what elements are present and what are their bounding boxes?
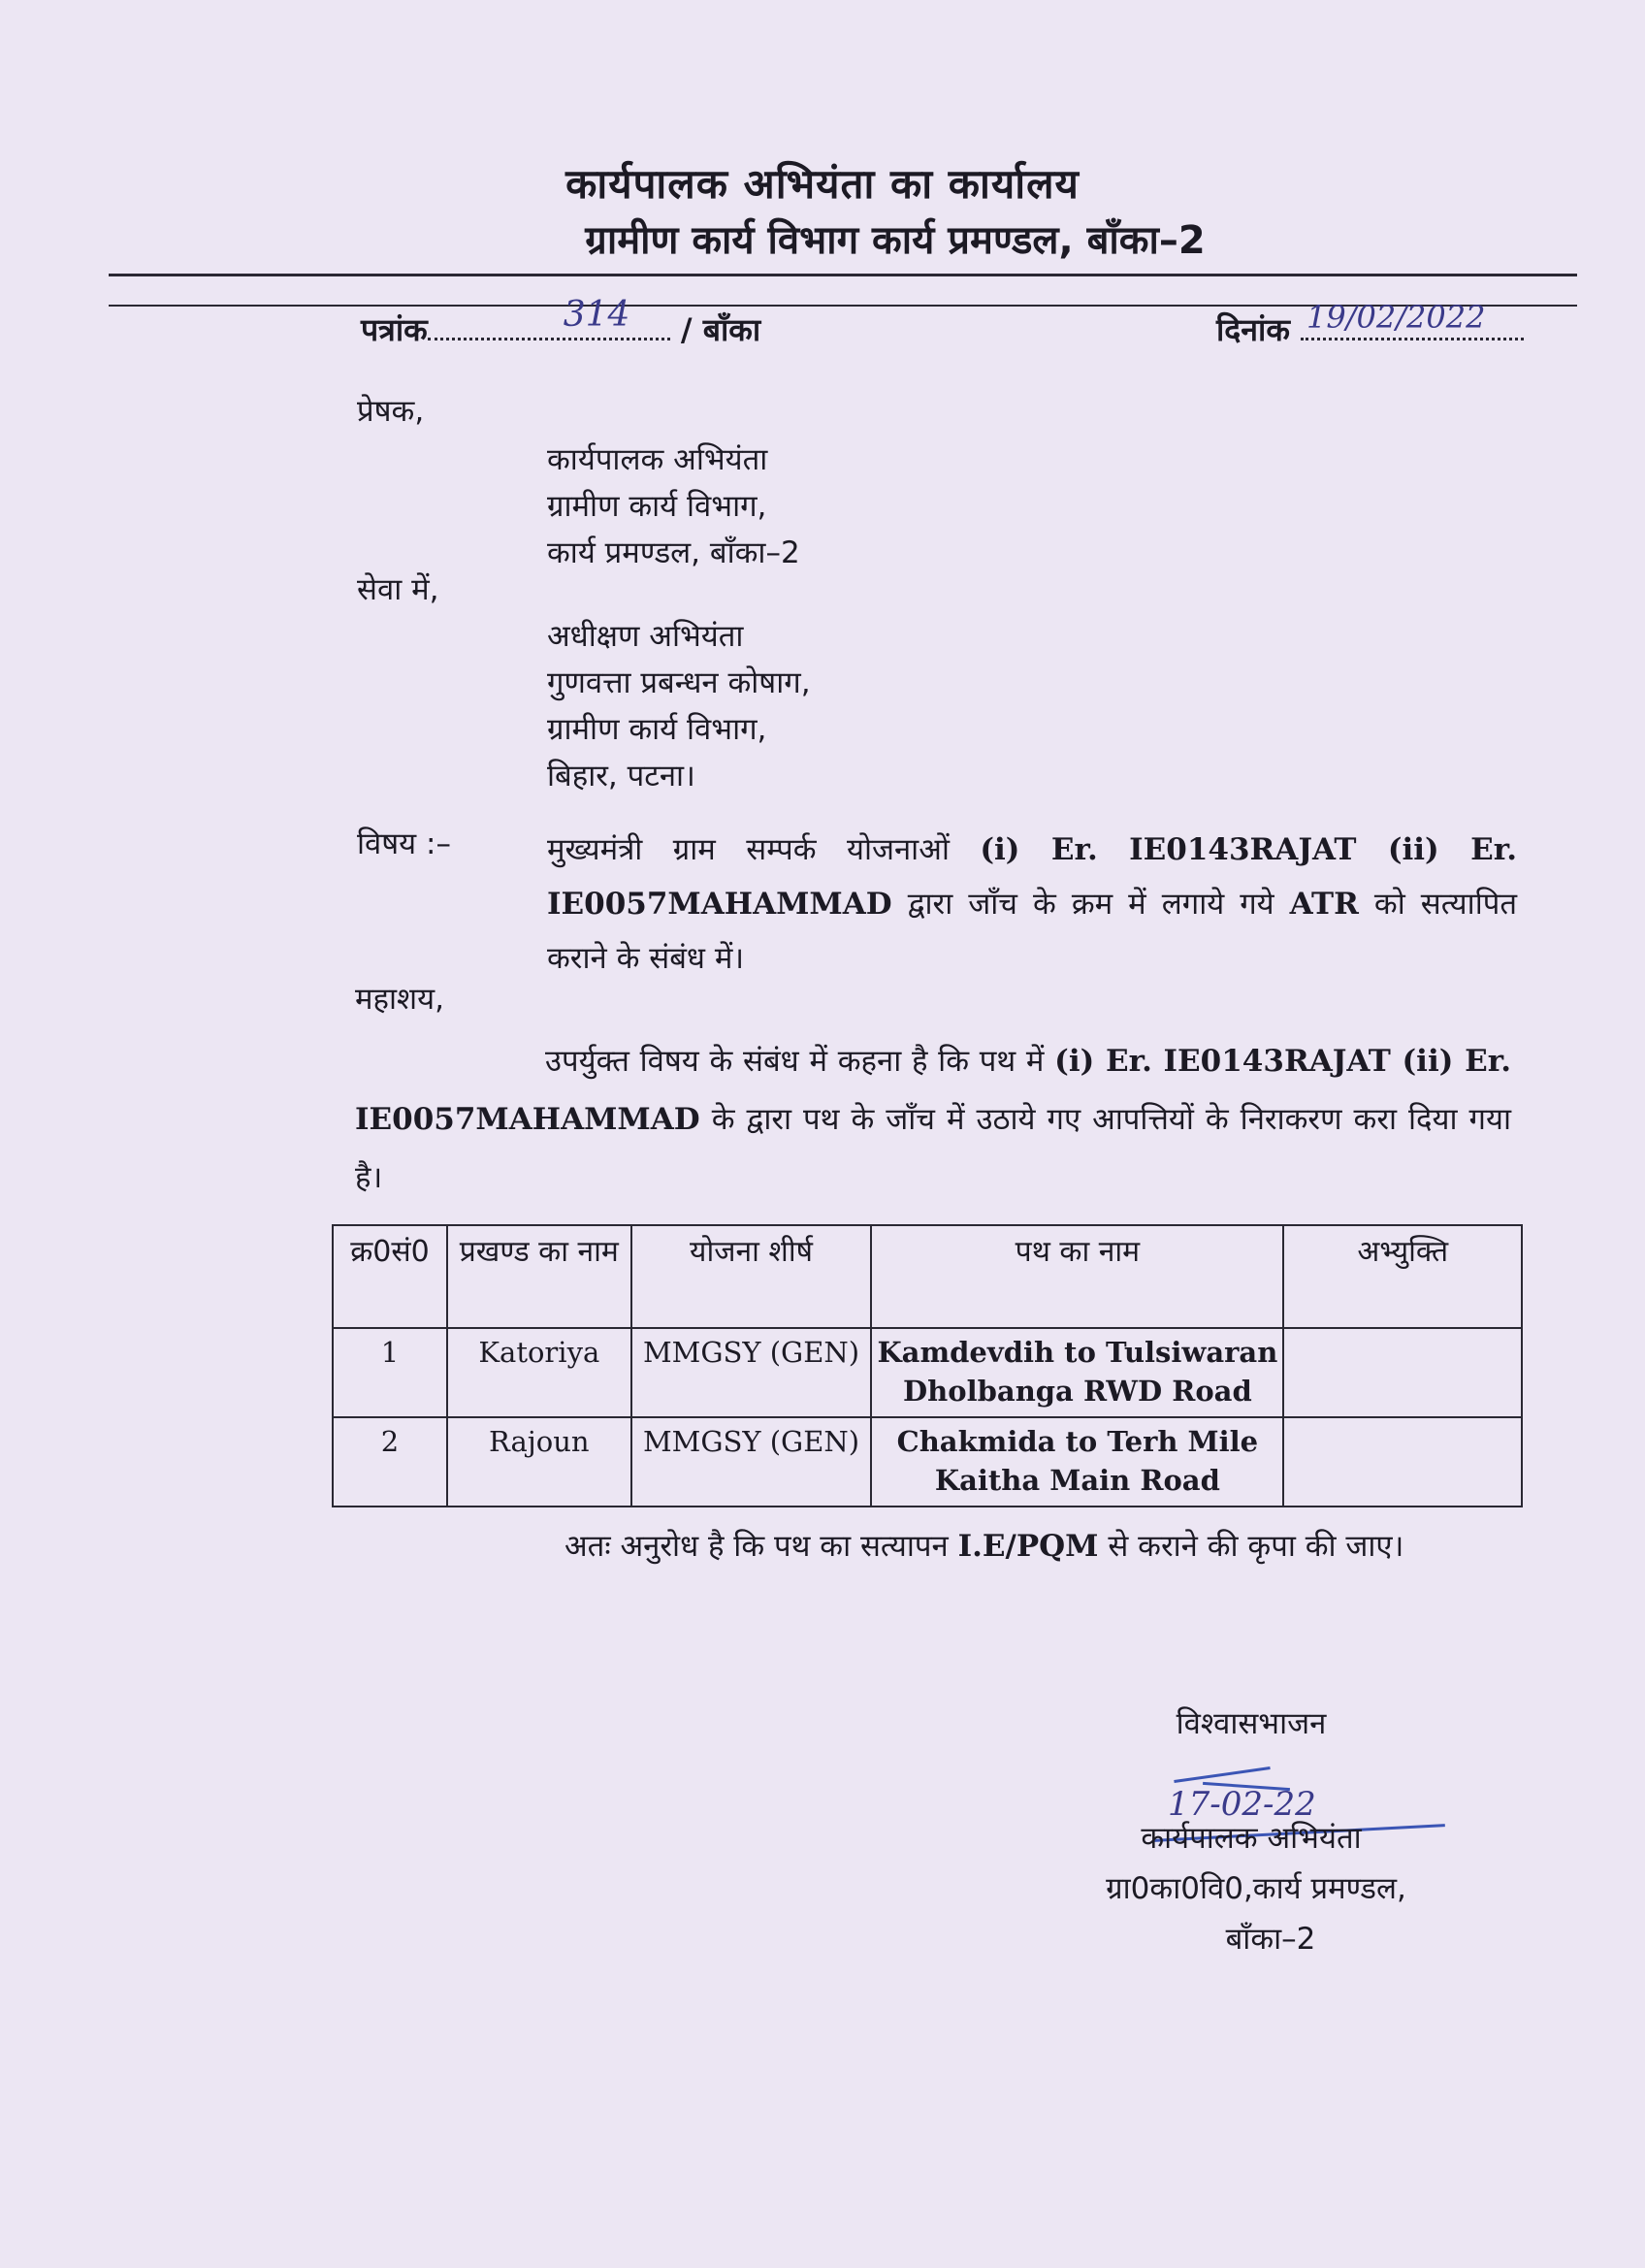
salutation: महाशय, xyxy=(355,982,444,1017)
reference-number: 314 xyxy=(563,295,630,335)
table-row xyxy=(333,1417,1522,1507)
sender-address xyxy=(547,437,800,576)
subject-part: द्वारा जाँच के क्रम में लगाये गये xyxy=(907,887,1274,922)
cell-scheme: MMGSY (GEN) xyxy=(631,1328,872,1417)
cell-remark xyxy=(1283,1417,1522,1507)
signature-date: 17-02-22 xyxy=(1168,1785,1316,1824)
recipient-line: गुणवत्ता प्रबन्धन कोषाग, xyxy=(547,665,811,700)
office-subtitle: ग्रामीण कार्य विभाग कार्य प्रमण्डल, बाँका–2 xyxy=(585,218,1206,263)
cell-serial: 1 xyxy=(333,1328,447,1417)
cell-block: Katoriya xyxy=(447,1328,631,1417)
closing: विश्वासभाजन xyxy=(1176,1706,1327,1741)
date-line xyxy=(1216,299,1524,350)
request-paragraph xyxy=(339,1517,1509,1575)
reference-label: पत्रांक xyxy=(361,311,428,348)
header-block: प्रखण्ड का नाम xyxy=(447,1225,631,1328)
header-serial: क्र0सं0 xyxy=(333,1225,447,1328)
body-paragraph xyxy=(355,1032,1511,1207)
reference-number-field xyxy=(428,295,670,340)
recipient-line: बिहार, पटना। xyxy=(547,759,695,794)
sender-line: कार्य प्रमण्डल, बाँका–2 xyxy=(547,535,800,570)
request-part: से कराने की कृपा की जाए। xyxy=(1108,1529,1404,1564)
subject-label: विषय :– xyxy=(357,826,451,861)
reference-line xyxy=(361,295,761,350)
subject-part: को सत्यापित कराने के संबंध में। xyxy=(547,887,1517,976)
signatory-dept: ग्रा0का0वि0,कार्य प्रमण्डल, xyxy=(1106,1871,1406,1906)
cell-road: Chakmida to Terh Mile Kaitha Main Road xyxy=(871,1417,1283,1507)
cell-block: Rajoun xyxy=(447,1417,631,1507)
cell-scheme: MMGSY (GEN) xyxy=(631,1417,872,1507)
subject-engineers: (i) Er. IE0143RAJAT (ii) Er. IE0057MAHAMMAD xyxy=(547,832,1517,922)
header-remark: अभ्युक्ति xyxy=(1283,1225,1522,1328)
header-scheme: योजना शीर्ष xyxy=(631,1225,872,1328)
cell-road: Kamdevdih to Tulsiwaran Dholbanga RWD Road xyxy=(871,1328,1283,1417)
header-road: पथ का नाम xyxy=(871,1225,1283,1328)
reference-suffix: / बाँका xyxy=(680,311,761,348)
body-part: के द्वारा पथ के जाँच में उठाये गए आपत्तियों के निराकरण करा दिया गया है। xyxy=(355,1102,1511,1195)
date-field xyxy=(1301,299,1524,340)
cell-serial: 2 xyxy=(333,1417,447,1507)
table-header-row xyxy=(333,1225,1522,1328)
recipient-address xyxy=(547,613,811,799)
date-value: 19/02/2022 xyxy=(1306,299,1486,336)
subject-atr: ATR xyxy=(1289,887,1359,922)
header-rule xyxy=(109,274,1577,276)
request-part: अतः अनुरोध है कि पथ का सत्यापन xyxy=(564,1529,949,1564)
date-label: दिनांक xyxy=(1216,311,1290,348)
cell-remark xyxy=(1283,1328,1522,1417)
sender-label: प्रेषक, xyxy=(357,394,425,429)
sender-line: कार्यपालक अभियंता xyxy=(547,442,768,477)
recipient-line: ग्रामीण कार्य विभाग, xyxy=(547,712,767,747)
recipient-line: अधीक्षण अभियंता xyxy=(547,619,744,654)
signatory-place: बाँका–2 xyxy=(1225,1922,1316,1957)
table-row xyxy=(333,1328,1522,1417)
sender-line: ग्रामीण कार्य विभाग, xyxy=(547,489,767,524)
body-engineers: (i) Er. IE0143RAJAT (ii) Er. IE0057MAHAMMAD xyxy=(355,1044,1511,1137)
office-title: कार्यपालक अभियंता का कार्यालय xyxy=(565,160,1080,208)
signatory-title: कार्यपालक अभियंता xyxy=(1141,1821,1362,1856)
roads-table xyxy=(332,1224,1523,1507)
request-verifier: I.E/PQM xyxy=(957,1529,1099,1564)
recipient-label: सेवा में, xyxy=(357,572,439,607)
body-part: उपर्युक्त विषय के संबंध में कहना है कि पथ में xyxy=(545,1044,1045,1079)
subject-part: मुख्यमंत्री ग्राम सम्पर्क योजनाओं xyxy=(547,832,950,867)
subject-text xyxy=(547,823,1517,986)
